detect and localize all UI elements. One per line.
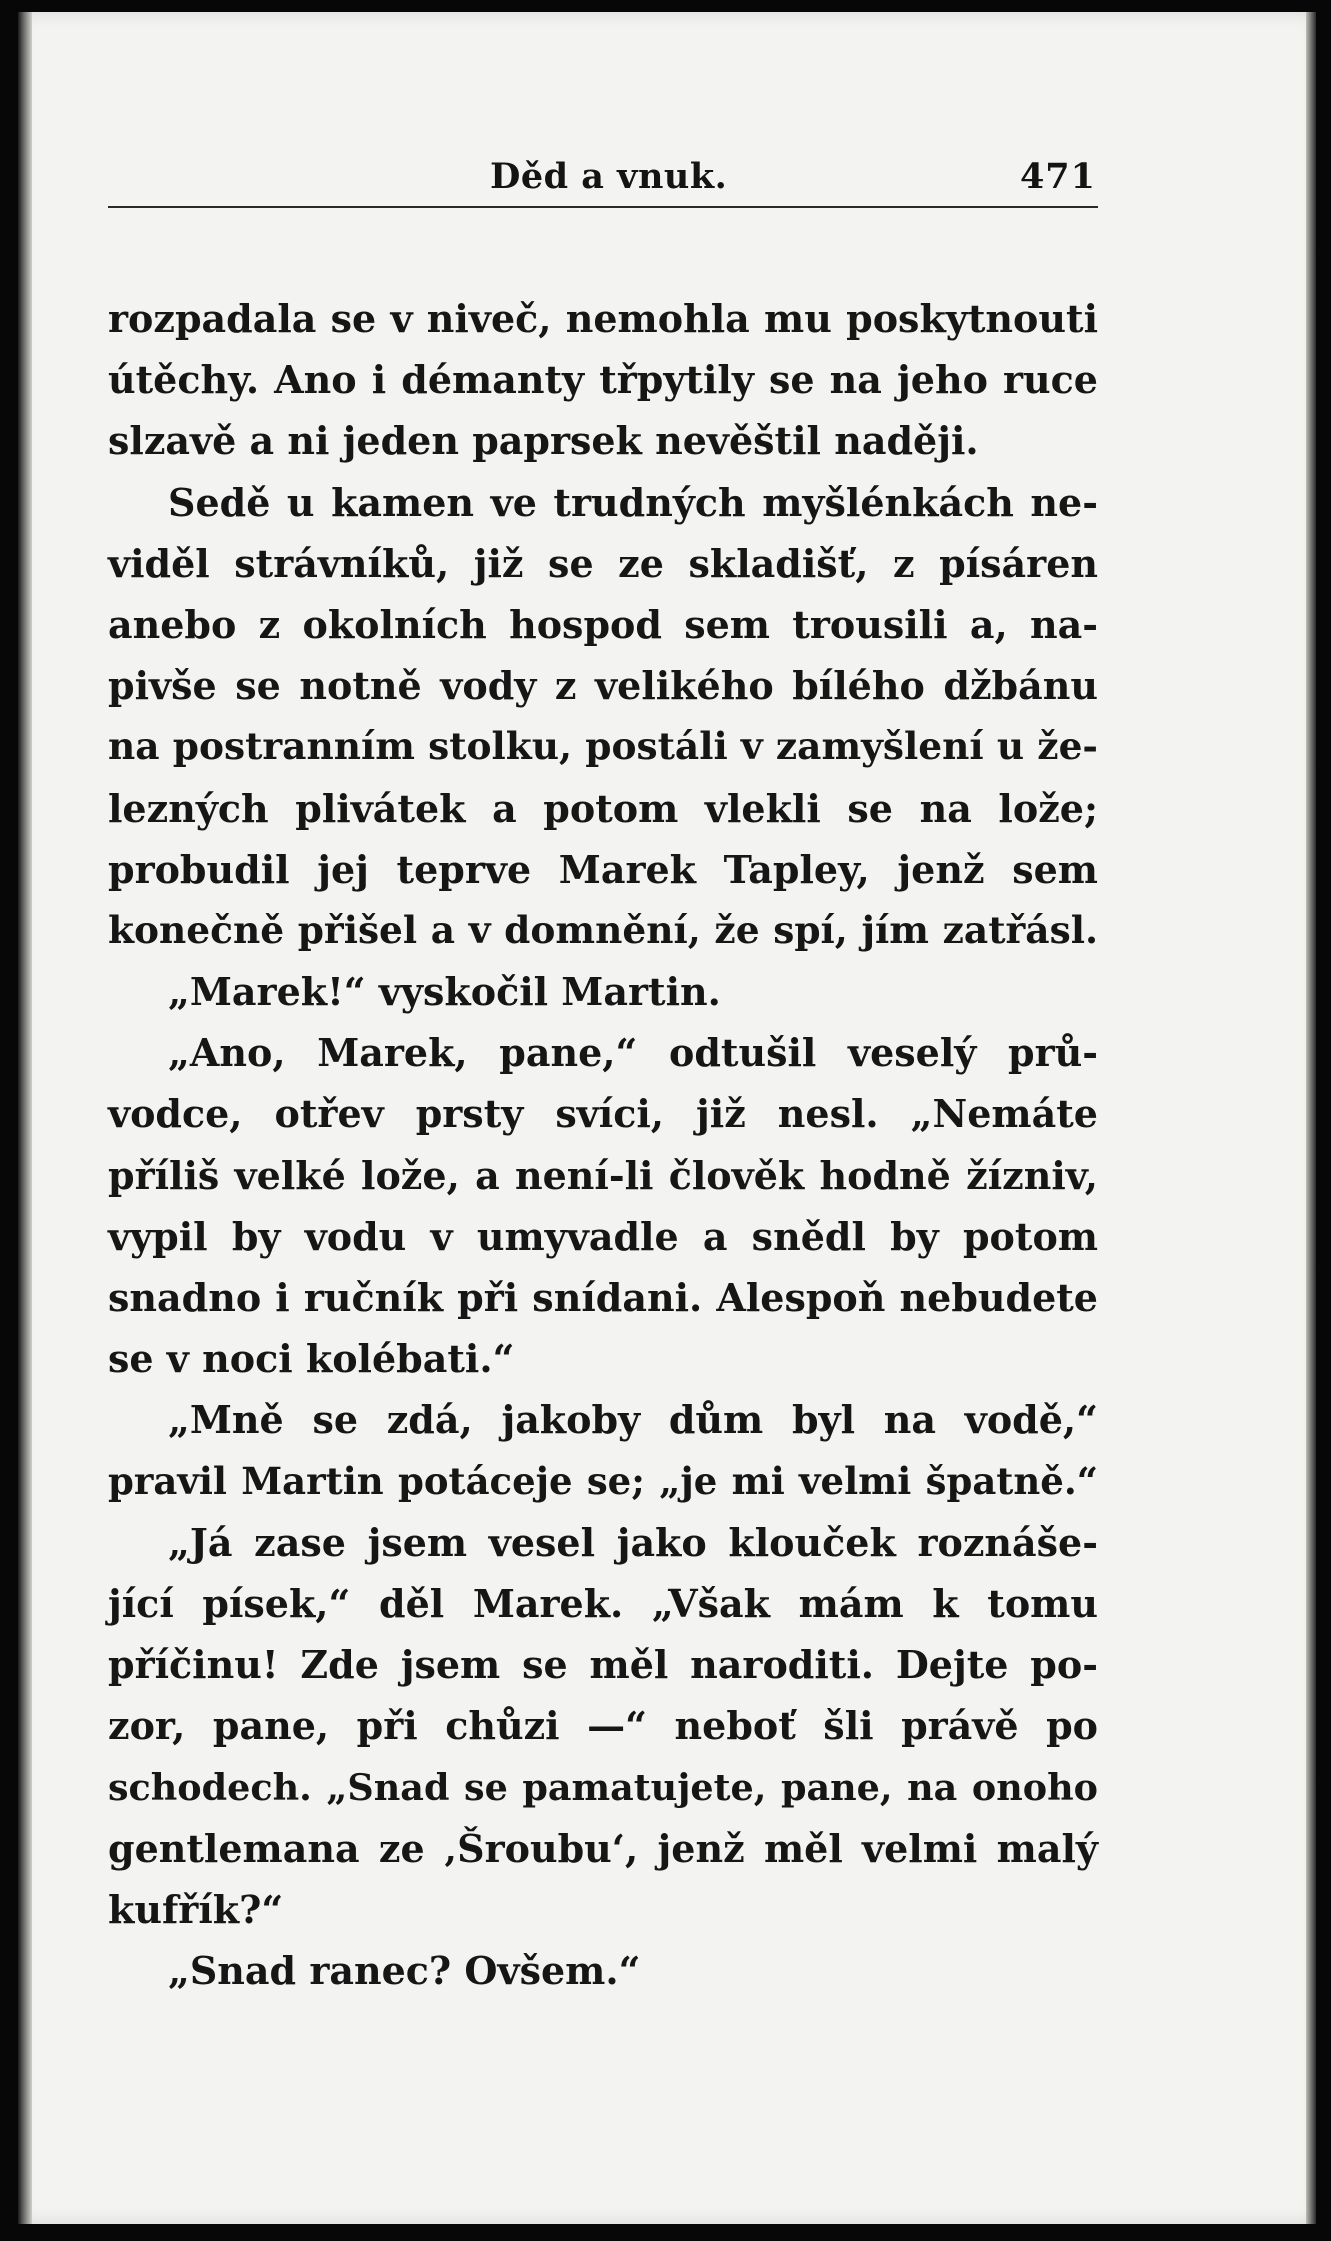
text-line: pravil Martin potáceje se; „je mi velmi špatně.“ (108, 1458, 1098, 1503)
text-line: konečně přišel a v domnění, že spí, jím zatřásl. (108, 907, 1098, 952)
text-line: kufřík?“ (108, 1886, 284, 1932)
text-line: se v noci kolébati.“ (108, 1336, 515, 1382)
text-line: zor, pane, při chůzi —“ neboť šli právě po (108, 1703, 1098, 1749)
text-line: „Mně se zdá, jakoby dům byl na vodě,“ (168, 1397, 1098, 1443)
text-line: „Já zase jsem vesel jako klouček roznáše- (168, 1519, 1098, 1565)
body-text (108, 288, 1098, 2001)
running-header (108, 148, 1108, 202)
text-line: na postranním stolku, postáli v zamyšlení u že- (108, 724, 1098, 769)
text-line: vypil by vodu v umyvadle a snědl by potom (108, 1213, 1098, 1259)
running-title: Děd a vnuk. (490, 156, 728, 197)
text-line: lezných plivátek a potom vlekli se na lože; (108, 785, 1098, 831)
page-right-edge-shadow (1306, 12, 1316, 2224)
text-line: snadno i ručník při snídani. Alespoň nebudete (108, 1275, 1098, 1320)
text-line: jící písek,“ děl Marek. „Však mám k tomu (108, 1580, 1098, 1626)
text-line: vodce, otřev prsty svíci, již nesl. „Nemáte (108, 1091, 1098, 1137)
text-line: Sedě u kamen ve trudných myšlénkách ne- (168, 479, 1098, 525)
text-line: schodech. „Snad se pamatujete, pane, na onoho (108, 1765, 1098, 1809)
text-line: „Ano, Marek, pane,“ odtušil veselý prů- (168, 1030, 1098, 1076)
page-number: 471 (1019, 156, 1096, 197)
text-line: pivše se notně vody z velikého bílého džbánu (108, 663, 1098, 709)
text-line: anebo z okolních hospod sem trousili a, na- (108, 601, 1098, 647)
text-line: rozpadala se v niveč, nemohla mu poskytnouti (108, 296, 1098, 341)
text-line: příliš velké lože, a není-li člověk hodně žízniv, (108, 1152, 1098, 1198)
text-line: „Snad ranec? Ovšem.“ (168, 1948, 641, 1994)
text-line: slzavě a ni jeden paprsek nevěštil naději. (108, 418, 979, 464)
text-line: gentlemana ze ‚Šroubu‘, jenž měl velmi malý (108, 1825, 1098, 1871)
page-left-edge-shadow (18, 12, 32, 2224)
text-line: „Marek!“ vyskočil Martin. (168, 969, 721, 1015)
text-line: útěchy. Ano i démanty třpytily se na jeho ruce (108, 357, 1098, 403)
text-line: viděl strávníků, již se ze skladišť, z písáren (108, 540, 1098, 586)
text-line: příčinu! Zde jsem se měl naroditi. Dejte po- (108, 1642, 1098, 1688)
text-line: probudil jej teprve Marek Tapley, jenž sem (108, 846, 1098, 892)
header-rule (108, 206, 1098, 208)
